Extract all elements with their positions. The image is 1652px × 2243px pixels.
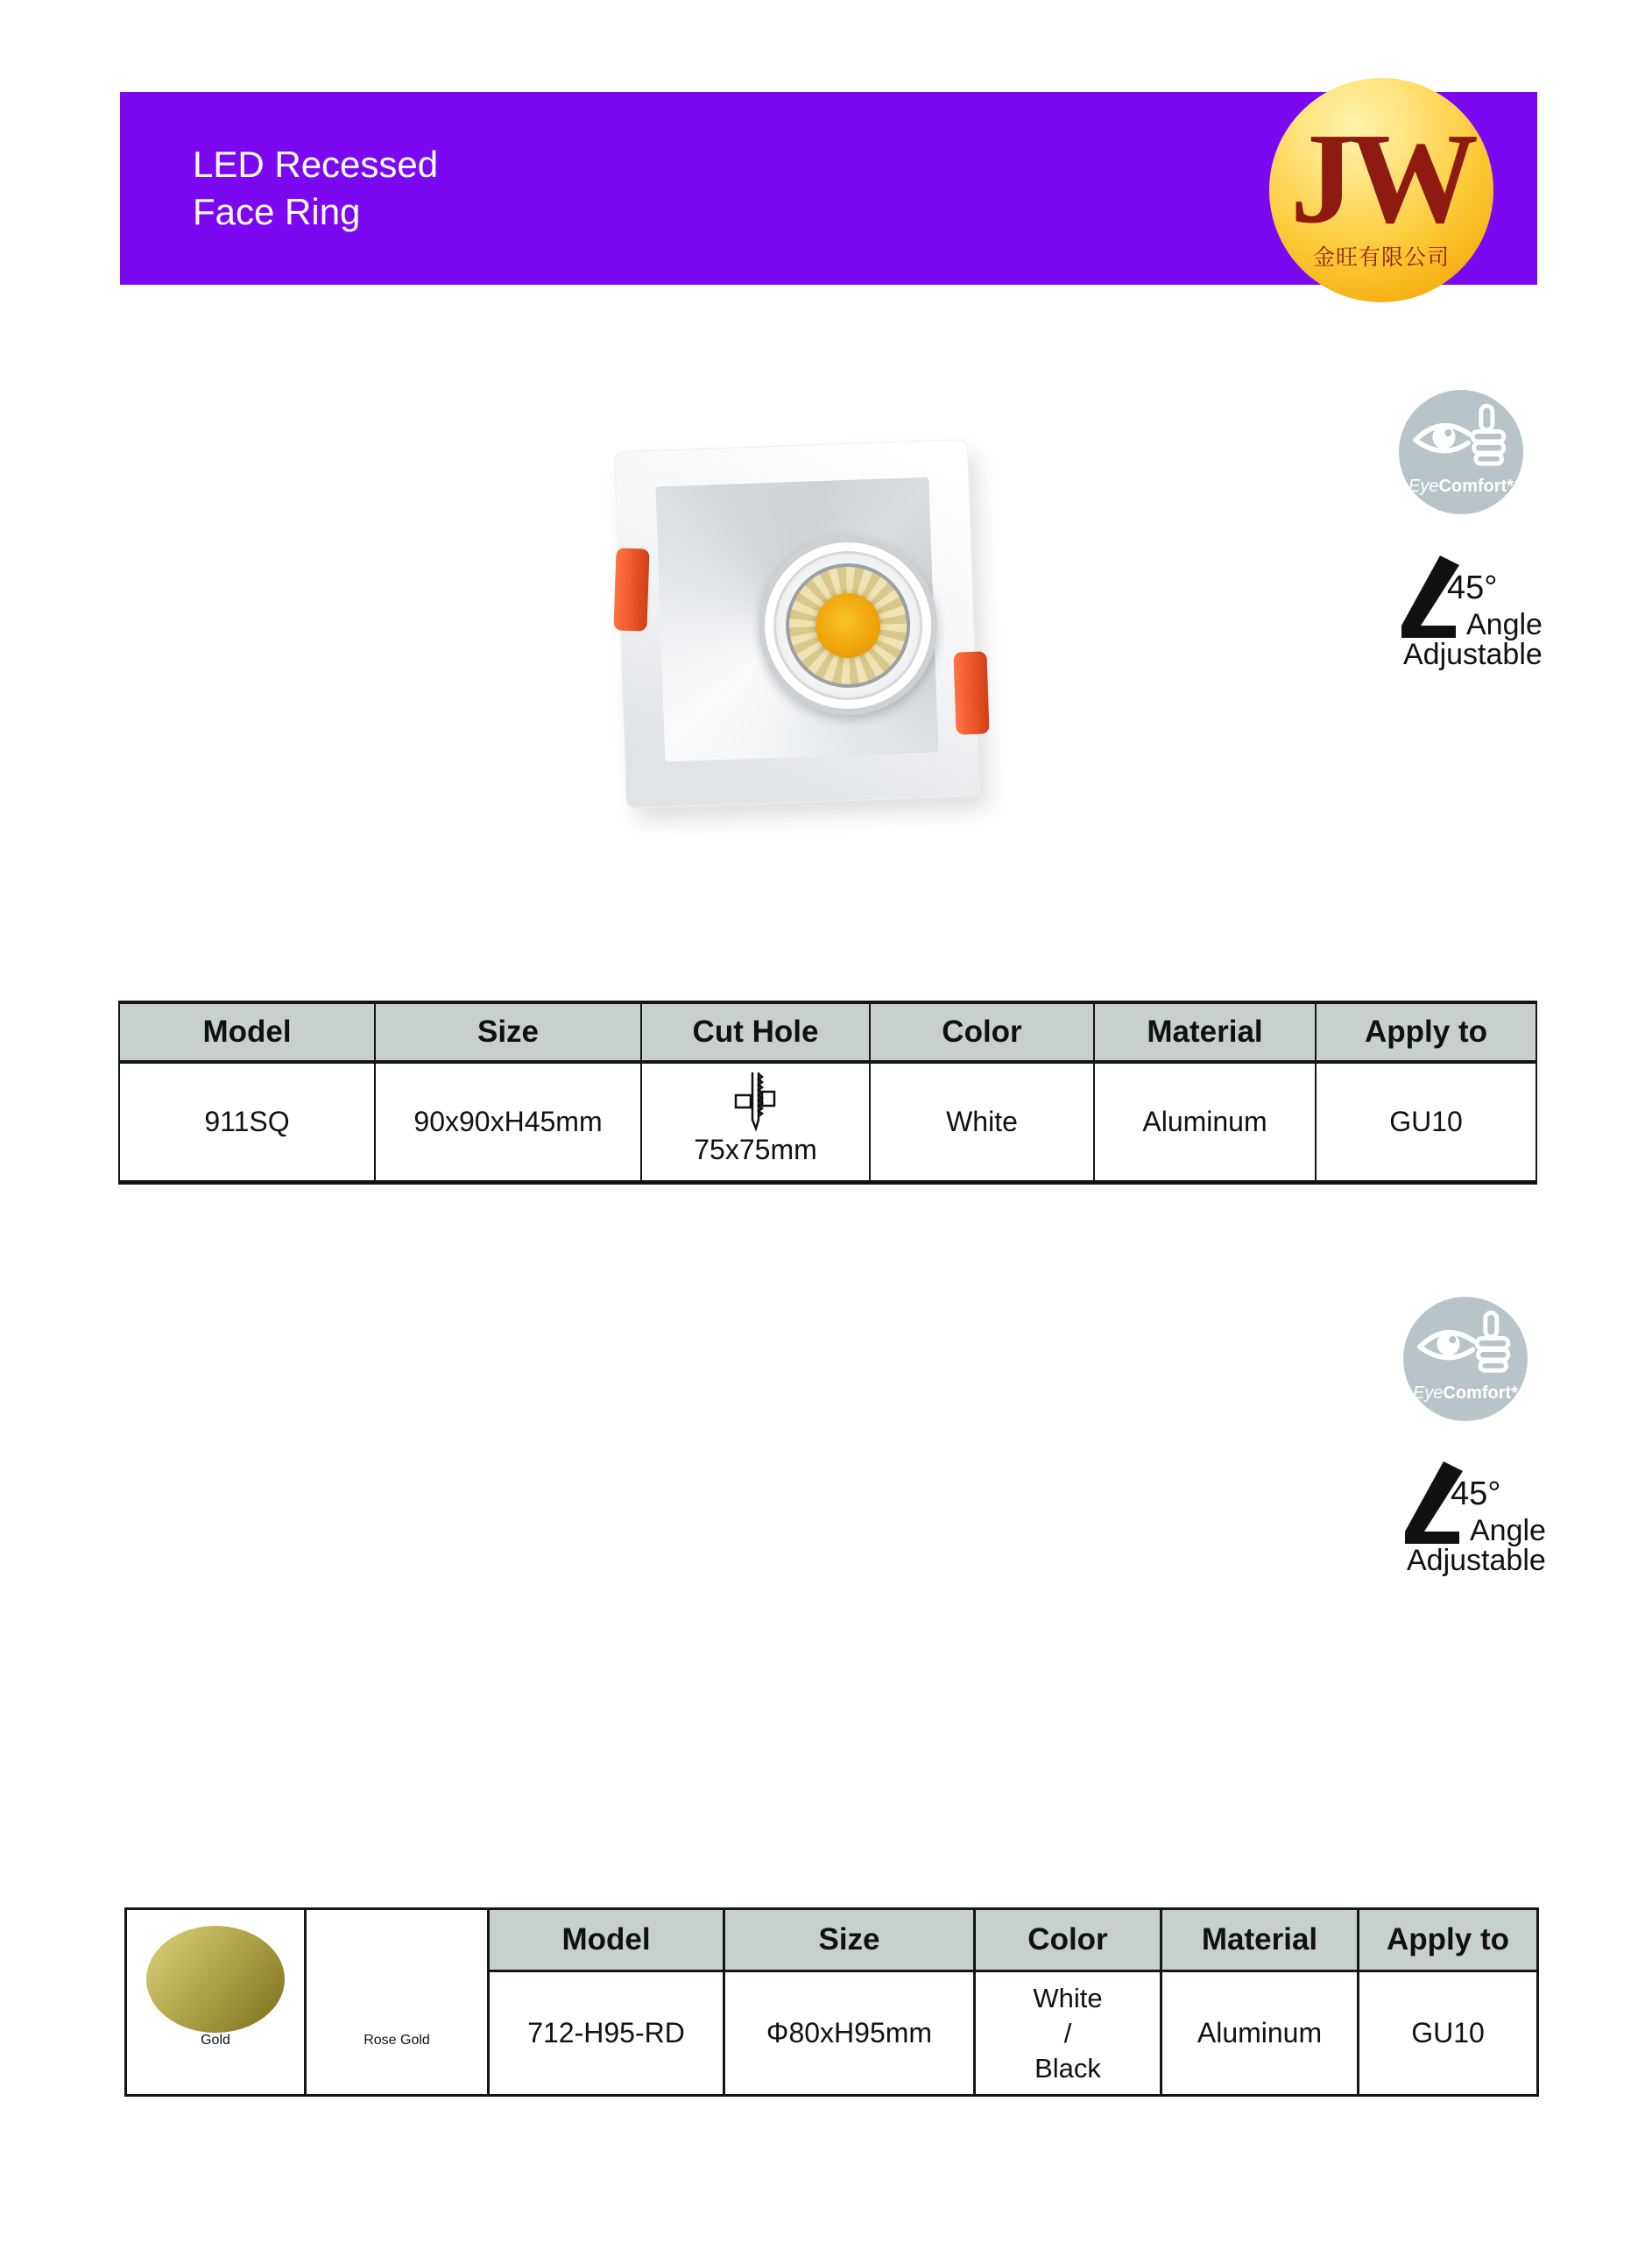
table1-header-color: Color [871,1004,1095,1064]
table2-cell-size: Φ80xH95mm [725,1972,976,2094]
eye-comfort-label-light: Eye [1412,1383,1444,1403]
gold-ring-image [146,1926,285,2033]
table2-cell-model: 712-H95-RD [490,1972,725,2094]
swatch-rose-gold-label: Rose Gold [364,2033,430,2048]
page-title-line1: LED Recessed [193,144,439,185]
angle-word2: Adjustable [1407,1544,1546,1577]
angle-degrees: 45° [1447,570,1498,606]
logo-company-name: 金旺有限公司 [1312,245,1450,270]
swatch-gold [127,1910,307,2094]
table2-color-line3: Black [1034,2052,1101,2084]
angle-word2: Adjustable [1403,638,1543,671]
eye-thumbs-up-icon [1411,402,1511,472]
eye-comfort-label-light: Eye [1408,477,1439,496]
eye-comfort-label [1403,1383,1528,1404]
table2-header-model: Model [490,1910,725,1972]
swatch-rose-gold [307,1910,490,2094]
square-downlight-frame [614,439,980,809]
eye-comfort-label-bold: Comfort* [1438,477,1514,496]
table1-header-size: Size [376,1004,642,1064]
table1-cuthole-size: 75x75mm [694,1134,817,1165]
table1-header-cuthole: Cut Hole [642,1004,871,1064]
page-title-line2: Face Ring [193,191,361,232]
spec-table-712-h95 [124,1907,1539,2097]
table2-cell-color [976,1972,1162,2094]
table1-cell-cuthole [642,1064,871,1180]
table2-header-applyto: Apply to [1359,1910,1536,1972]
angle-word1: Angle [1470,1514,1546,1547]
logo-initials: JW [1290,107,1472,251]
saw-blade-icon [733,1069,779,1132]
table2-header-color: Color [976,1910,1162,1972]
page-title [193,141,438,236]
angle-adjustable-badge [1400,1451,1601,1582]
led-chip [815,592,882,660]
table1-cell-size: 90x90xH45mm [376,1064,642,1180]
table1-header-applyto: Apply to [1317,1004,1536,1064]
spring-clip-right [953,651,989,734]
eye-thumbs-up-icon [1415,1309,1515,1379]
table1-cell-material: Aluminum [1095,1064,1317,1180]
table2-header-size: Size [725,1910,976,1972]
eye-comfort-label [1399,477,1523,497]
table2-cell-material: Aluminum [1162,1972,1359,2094]
led-facets [784,562,913,690]
angle-adjustable-badge [1396,545,1598,676]
swatch-gold-label: Gold [201,2033,230,2048]
table1-header-model: Model [120,1004,376,1064]
table1-cell-model: 911SQ [120,1064,376,1180]
table1-cell-applyto: GU10 [1389,1106,1463,1137]
spring-clip-left [613,548,649,631]
table2-header-material: Material [1162,1910,1359,1972]
table1-cell-color: White [871,1064,1095,1180]
square-downlight-image [611,436,992,815]
table1-header-material: Material [1095,1004,1317,1064]
eye-comfort-badge [1403,1297,1528,1421]
spec-table-911sq [118,1001,1537,1185]
table2-cell-applyto: GU10 [1411,2017,1485,2048]
angle-degrees: 45° [1451,1475,1501,1512]
eye-comfort-label-bold: Comfort* [1443,1383,1518,1403]
table2-color-line2: / [1063,2017,1072,2048]
angle-word1: Angle [1466,608,1543,641]
table2-color-line1: White [1033,1982,1103,2013]
eye-comfort-badge [1399,390,1523,514]
rose-gold-ring-image [328,1926,466,2033]
company-logo [1269,78,1493,302]
